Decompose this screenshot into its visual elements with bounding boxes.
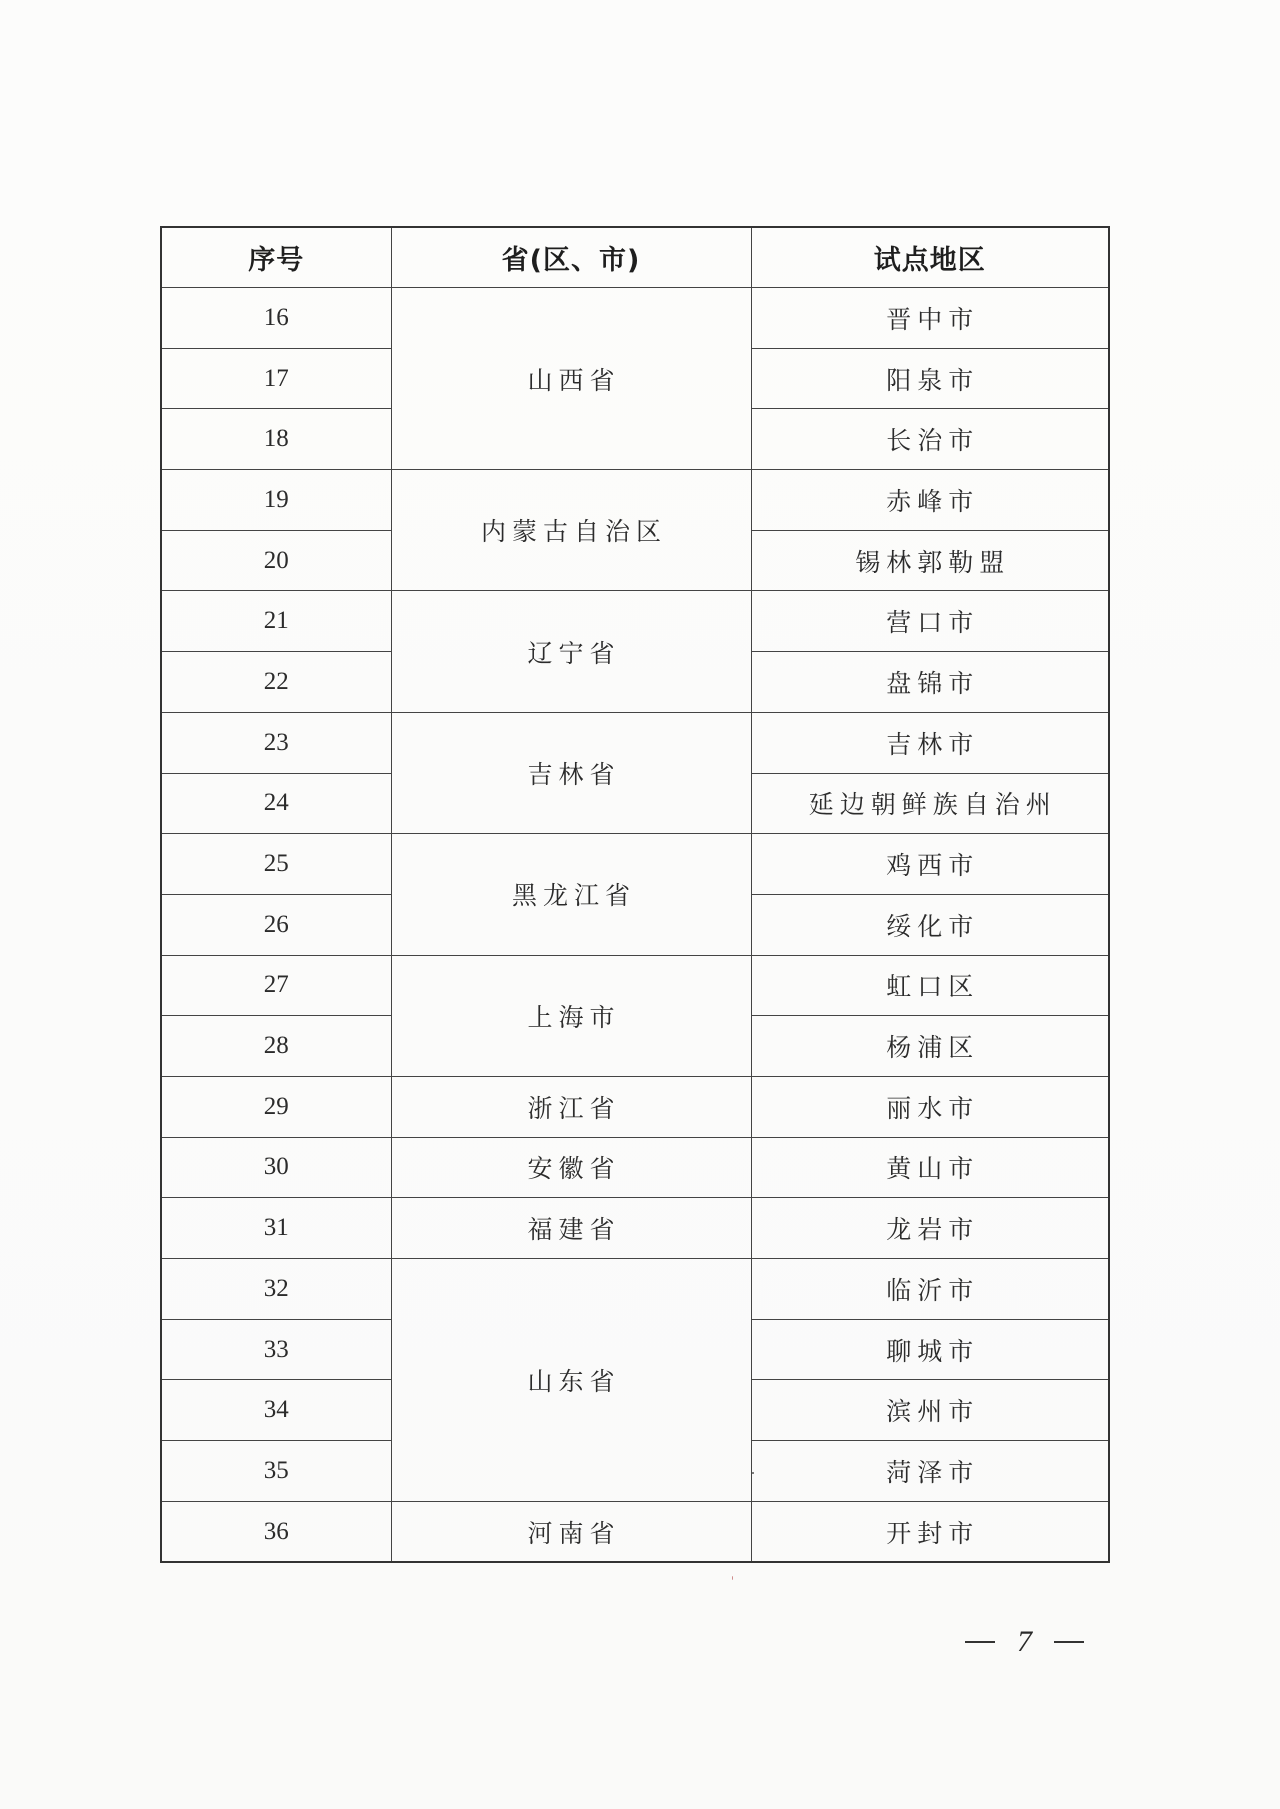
province-cell: 浙江省 <box>391 1076 751 1137</box>
scan-speck <box>752 1472 754 1474</box>
row-number: 25 <box>161 834 391 895</box>
province-cell: 内蒙古自治区 <box>391 470 751 591</box>
row-number: 36 <box>161 1501 391 1562</box>
scan-speck <box>732 1576 733 1580</box>
row-number: 24 <box>161 773 391 834</box>
table-row <box>161 1501 1109 1562</box>
pilot-area-cell: 滨州市 <box>751 1380 1109 1441</box>
row-number: 35 <box>161 1441 391 1502</box>
pilot-area-cell: 鸡西市 <box>751 834 1109 895</box>
pilot-area-cell: 临沂市 <box>751 1259 1109 1320</box>
pilot-area-cell: 丽水市 <box>751 1076 1109 1137</box>
table-row <box>161 591 1109 652</box>
province-cell: 山西省 <box>391 288 751 470</box>
pilot-area-cell: 菏泽市 <box>751 1441 1109 1502</box>
pilot-area-cell: 营口市 <box>751 591 1109 652</box>
pilot-areas-table <box>160 226 1110 1563</box>
table-row <box>161 1137 1109 1198</box>
province-cell: 黑龙江省 <box>391 834 751 955</box>
row-number: 22 <box>161 652 391 713</box>
row-number: 21 <box>161 591 391 652</box>
dash-right <box>1054 1641 1084 1643</box>
pilot-area-cell: 虹口区 <box>751 955 1109 1016</box>
table-row <box>161 288 1109 349</box>
row-number: 32 <box>161 1259 391 1320</box>
page-number <box>965 1625 1084 1659</box>
table-row <box>161 1259 1109 1320</box>
pilot-area-cell: 开封市 <box>751 1501 1109 1562</box>
table-header-row <box>161 227 1109 288</box>
header-number: 序号 <box>161 227 391 288</box>
pilot-area-cell: 阳泉市 <box>751 348 1109 409</box>
pilot-area-cell: 锡林郭勒盟 <box>751 530 1109 591</box>
row-number: 26 <box>161 894 391 955</box>
row-number: 34 <box>161 1380 391 1441</box>
table-row <box>161 470 1109 531</box>
province-cell: 安徽省 <box>391 1137 751 1198</box>
table-row <box>161 1198 1109 1259</box>
row-number: 18 <box>161 409 391 470</box>
row-number: 27 <box>161 955 391 1016</box>
row-number: 31 <box>161 1198 391 1259</box>
province-cell: 吉林省 <box>391 712 751 833</box>
row-number: 28 <box>161 1016 391 1077</box>
table-row <box>161 712 1109 773</box>
table-row <box>161 955 1109 1016</box>
table-row <box>161 834 1109 895</box>
row-number: 20 <box>161 530 391 591</box>
row-number: 23 <box>161 712 391 773</box>
pilot-area-cell: 黄山市 <box>751 1137 1109 1198</box>
row-number: 29 <box>161 1076 391 1137</box>
pilot-area-cell: 聊城市 <box>751 1319 1109 1380</box>
pilot-area-cell: 杨浦区 <box>751 1016 1109 1077</box>
row-number: 16 <box>161 288 391 349</box>
page-number-value: 7 <box>1017 1625 1032 1658</box>
pilot-area-cell: 吉林市 <box>751 712 1109 773</box>
province-cell: 河南省 <box>391 1501 751 1562</box>
row-number: 30 <box>161 1137 391 1198</box>
row-number: 19 <box>161 470 391 531</box>
province-cell: 上海市 <box>391 955 751 1076</box>
pilot-area-cell: 延边朝鲜族自治州 <box>751 773 1109 834</box>
pilot-area-cell: 长治市 <box>751 409 1109 470</box>
header-province: 省(区、市) <box>391 227 751 288</box>
province-cell: 辽宁省 <box>391 591 751 712</box>
pilot-area-cell: 龙岩市 <box>751 1198 1109 1259</box>
dash-left <box>965 1641 995 1643</box>
pilot-area-cell: 赤峰市 <box>751 470 1109 531</box>
province-cell: 山东省 <box>391 1259 751 1502</box>
pilot-area-cell: 盘锦市 <box>751 652 1109 713</box>
table-row <box>161 1076 1109 1137</box>
province-cell: 福建省 <box>391 1198 751 1259</box>
header-pilot-area: 试点地区 <box>751 227 1109 288</box>
row-number: 33 <box>161 1319 391 1380</box>
pilot-area-cell: 晋中市 <box>751 288 1109 349</box>
pilot-area-cell: 绥化市 <box>751 894 1109 955</box>
row-number: 17 <box>161 348 391 409</box>
